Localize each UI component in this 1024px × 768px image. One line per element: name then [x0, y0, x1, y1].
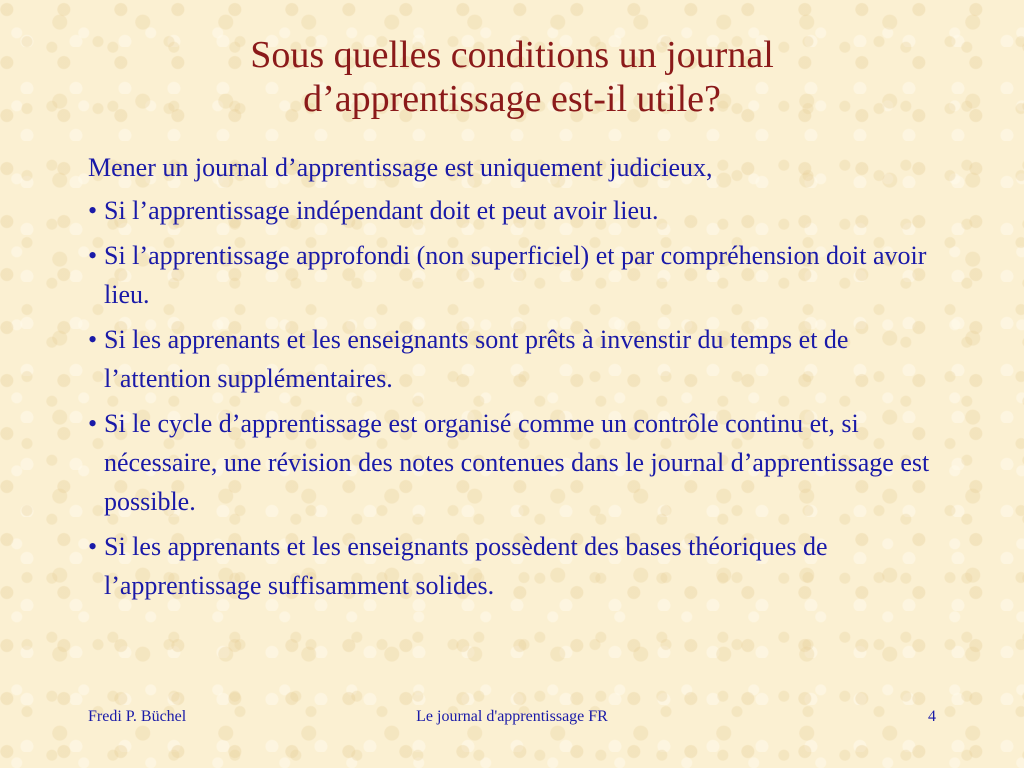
bullet-icon: • [88, 325, 98, 354]
bullet-text-3: Si les apprenants et les enseignants sont prêts à invenstir du temps et de l’attention supplémentaires. [104, 325, 849, 393]
footer-author: Fredi P. Büchel [88, 708, 187, 725]
bullet-icon: • [88, 241, 98, 270]
slide-title-line-2: d’apprentissage est-il utile? [303, 78, 721, 120]
bullet-icon: • [88, 196, 98, 225]
bullet-icon: • [88, 532, 98, 561]
slide-title [100, 33, 924, 121]
bullet-text-2: Si l’apprentissage approfondi (non superficiel) et par compréhension doit avoir lieu. [104, 241, 927, 309]
bullet-text-5: Si les apprenants et les enseignants possèdent des bases théoriques de l’apprentissage suffisamment solides. [104, 532, 828, 600]
bullet-text-1: Si l’apprentissage indépendant doit et peut avoir lieu. [104, 196, 659, 225]
bullet-item-5 [88, 527, 948, 605]
bullet-item-3 [88, 320, 948, 398]
slide-body [88, 148, 948, 611]
bullet-text-4: Si le cycle d’apprentissage est organisé comme un contrôle continu et, si nécessaire, une révision des notes contenues dans le journal d’apprentissage est possible. [104, 409, 930, 516]
bullet-item-4 [88, 404, 948, 521]
footer-title: Le journal d'apprentissage FR [416, 708, 608, 725]
bullet-list [88, 191, 948, 605]
bullet-item-1 [88, 191, 948, 230]
intro-text: Mener un journal d’apprentissage est uniquement judicieux, [88, 153, 713, 182]
page-number: 4 [928, 708, 936, 725]
slide-title-line-1: Sous quelles conditions un journal [250, 34, 774, 76]
bullet-item-2 [88, 236, 948, 314]
bullet-icon: • [88, 409, 98, 438]
